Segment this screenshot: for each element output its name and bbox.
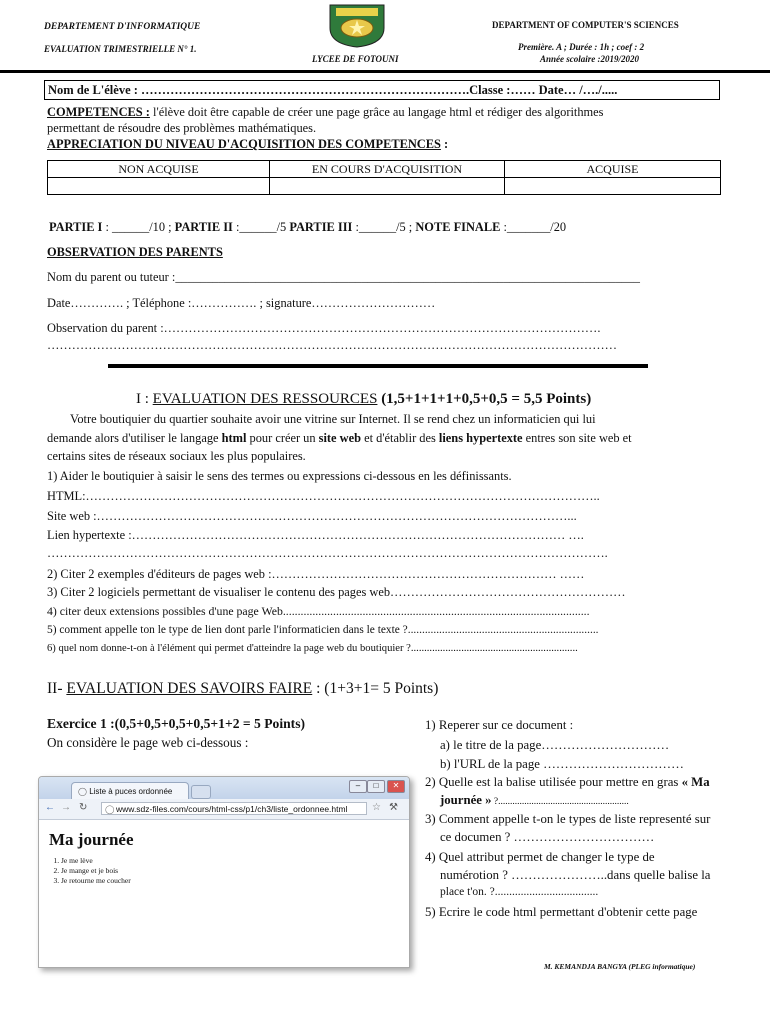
reload-icon[interactable]: ↻ xyxy=(79,802,88,813)
minimize-button[interactable]: – xyxy=(349,780,367,793)
page-icon: ◯ xyxy=(78,787,87,796)
competences-line-2: permettant de résoudre des problèmes mathématiques. xyxy=(47,121,317,135)
ex1-q2-cont: journée » ?....................................................... xyxy=(440,793,629,807)
appreciation-col-en-cours: EN COURS D'ACQUISITION xyxy=(270,161,505,178)
globe-icon: ◯ xyxy=(105,804,115,814)
appreciation-cell[interactable] xyxy=(48,178,270,195)
student-info-line: Nom de L'élève : …………………………………………………………………….Classe :…… Date… /…./..... xyxy=(48,83,618,97)
ex1-q4-cont2: place t'on. ?.................................... xyxy=(440,886,599,898)
exercise1-subtitle: On considère le page web ci-dessous : xyxy=(47,735,249,750)
section1-q4: 4) citer deux extensions possibles d'une page Web........................................................................................................ xyxy=(47,604,590,618)
exercise1-title: Exercice 1 :(0,5+0,5+0,5+0,5+1+2 = 5 Points) xyxy=(47,716,306,731)
ex1-q4-cont: numérotion ? …………………..dans quelle balise la xyxy=(440,868,711,882)
section1-q6: 6) quel nom donne-t-on à l'élément qui permet d'atteindre la page web du boutiquier ?............................................................... xyxy=(47,643,578,654)
browser-tab[interactable]: ◯ Liste à puces ordonnée xyxy=(71,782,189,799)
section1-title: I : EVALUATION DES RESSOURCES (1,5+1+1+1+0,5+0,5 = 5,5 Points) xyxy=(136,391,592,407)
appreciation-table xyxy=(47,160,721,195)
browser-window xyxy=(38,776,410,968)
left-evaluation: EVALUATION TRIMESTRIELLE N° 1. xyxy=(44,44,197,54)
answer-lien-line[interactable]: Lien hypertexte :…………………………………………………………………………………………… …. xyxy=(47,528,584,542)
page-heading: Ma journée xyxy=(49,830,134,849)
maximize-button[interactable]: □ xyxy=(367,780,385,793)
ex1-q3-cont: ce documen ? …………………………… xyxy=(440,830,655,844)
section1-q1: 1) Aider le boutiquier à saisir le sens des termes ou expressions ci-dessous en les définissants. xyxy=(47,469,512,483)
parent-date-phone-line: Date…………. ; Téléphone :……………. ; signature………………………… xyxy=(47,296,436,310)
appreciation-title: APPRECIATION DU NIVEAU D'ACQUISITION DES COMPETENCES : xyxy=(47,137,449,151)
school-year: Année scolaire :2019/2020 xyxy=(540,54,639,64)
back-icon[interactable]: ← xyxy=(45,802,55,813)
right-class-info: Première. A ; Durée : 1h ; coef : 2 xyxy=(518,42,645,52)
competences-label: COMPETENCES : xyxy=(47,105,150,119)
section1-intro-1: Votre boutiquier du quartier souhaite avoir une vitrine sur Internet. Il se rend chez un informaticien qui lui xyxy=(70,412,596,426)
school-name: LYCEE DE FOTOUNI xyxy=(312,54,399,64)
ordered-list xyxy=(61,856,409,886)
appreciation-col-non-acquise: NON ACQUISE xyxy=(48,161,270,178)
parent-name-line: Nom du parent ou tuteur :___________________________________________________________________________ xyxy=(47,270,641,284)
ex1-q1b: b) l'URL de la page …………………………… xyxy=(440,757,684,771)
list-item: 1. Je me lève xyxy=(61,856,409,866)
new-tab-button[interactable] xyxy=(191,785,211,799)
list-item: 2. Je mange et je bois xyxy=(61,866,409,876)
parent-observation-line: Observation du parent :……………………………………………………………………………………………. xyxy=(47,321,601,335)
parents-title: OBSERVATION DES PARENTS xyxy=(47,245,223,259)
wrench-icon[interactable]: ⚒ xyxy=(389,802,398,813)
competences-line-1 xyxy=(47,104,604,120)
browser-titlebar xyxy=(39,777,409,799)
section1-q3: 3) Citer 2 logiciels permettant de visualiser le contenu des pages web………………………………………………… xyxy=(47,585,626,599)
appreciation-cell[interactable] xyxy=(505,178,721,195)
section2-title: II- EVALUATION DES SAVOIRS FAIRE : (1+3+1= 5 Points) xyxy=(47,680,439,697)
right-department: DEPARTMENT OF COMPUTER'S SCIENCES xyxy=(492,20,679,30)
ex1-q4: 4) Quel attribut permet de changer le type de xyxy=(425,850,655,864)
ex1-q1a: a) le titre de la page………………………… xyxy=(440,738,670,752)
ex1-q3: 3) Comment appelle t-on le types de liste representé sur xyxy=(425,812,711,826)
section1-q2: 2) Citer 2 exemples d'éditeurs de pages web :…………………………………………………………… …… xyxy=(47,567,585,581)
appreciation-col-acquise: ACQUISE xyxy=(505,161,721,178)
answer-blank-line[interactable]: ………………………………………………………………………………………………………………………. xyxy=(47,546,608,560)
student-info-box xyxy=(44,80,720,100)
list-item: 3. Je retourne me coucher xyxy=(61,876,409,886)
ex1-q1: 1) Reperer sur ce document : xyxy=(425,718,574,732)
ex1-q2: 2) Quelle est la balise utilisée pour mettre en gras « Ma xyxy=(425,775,710,789)
scores-line: PARTIE I : ______/10 ; PARTIE II :______/5 PARTIE III :______/5 ; NOTE FINALE :_______/20 xyxy=(49,220,567,234)
answer-html-line[interactable]: HTML:…………………………………………………………………………………………………………….. xyxy=(47,489,600,503)
school-logo xyxy=(326,2,388,48)
answer-site-web-line[interactable]: Site web :……………………………………………………………………………………………………... xyxy=(47,509,577,523)
section1-intro-3: certains sites de réseaux sociaux les plus populaires. xyxy=(47,449,306,463)
forward-icon[interactable]: → xyxy=(61,802,71,813)
ex1-q5: 5) Ecrire le code html permettant d'obtenir cette page xyxy=(425,905,698,919)
separator-bar xyxy=(108,364,648,368)
appreciation-cell[interactable] xyxy=(270,178,505,195)
section1-intro-2: demande alors d'utiliser le langage html pour créer un site web et d'établir des liens hypertexte entres son site web et xyxy=(47,431,632,445)
left-department: DEPARTEMENT D'INFORMATIQUE xyxy=(44,22,201,32)
competences-text: l'élève doit être capable de créer une page grâce au langage html et rédiger des algorithmes xyxy=(149,105,604,119)
header-rule xyxy=(0,70,770,73)
bookmark-star-icon[interactable]: ☆ xyxy=(372,802,381,813)
browser-navbar xyxy=(39,799,409,820)
address-bar[interactable]: ◯ www.sdz-files.com/cours/html-css/p1/ch3/liste_ordonnee.html xyxy=(101,802,367,815)
section1-q5: 5) comment appelle ton le type de lien dont parle l'informaticien dans le texte ?................................................................... xyxy=(47,624,599,636)
close-icon[interactable]: ✕ xyxy=(387,780,405,793)
parent-observation-line-2: ………………………………………………………………………………………………………………………… xyxy=(47,338,617,352)
author-footer: M. KEMANDJA BANGYA (PLEG informatique) xyxy=(544,962,696,971)
